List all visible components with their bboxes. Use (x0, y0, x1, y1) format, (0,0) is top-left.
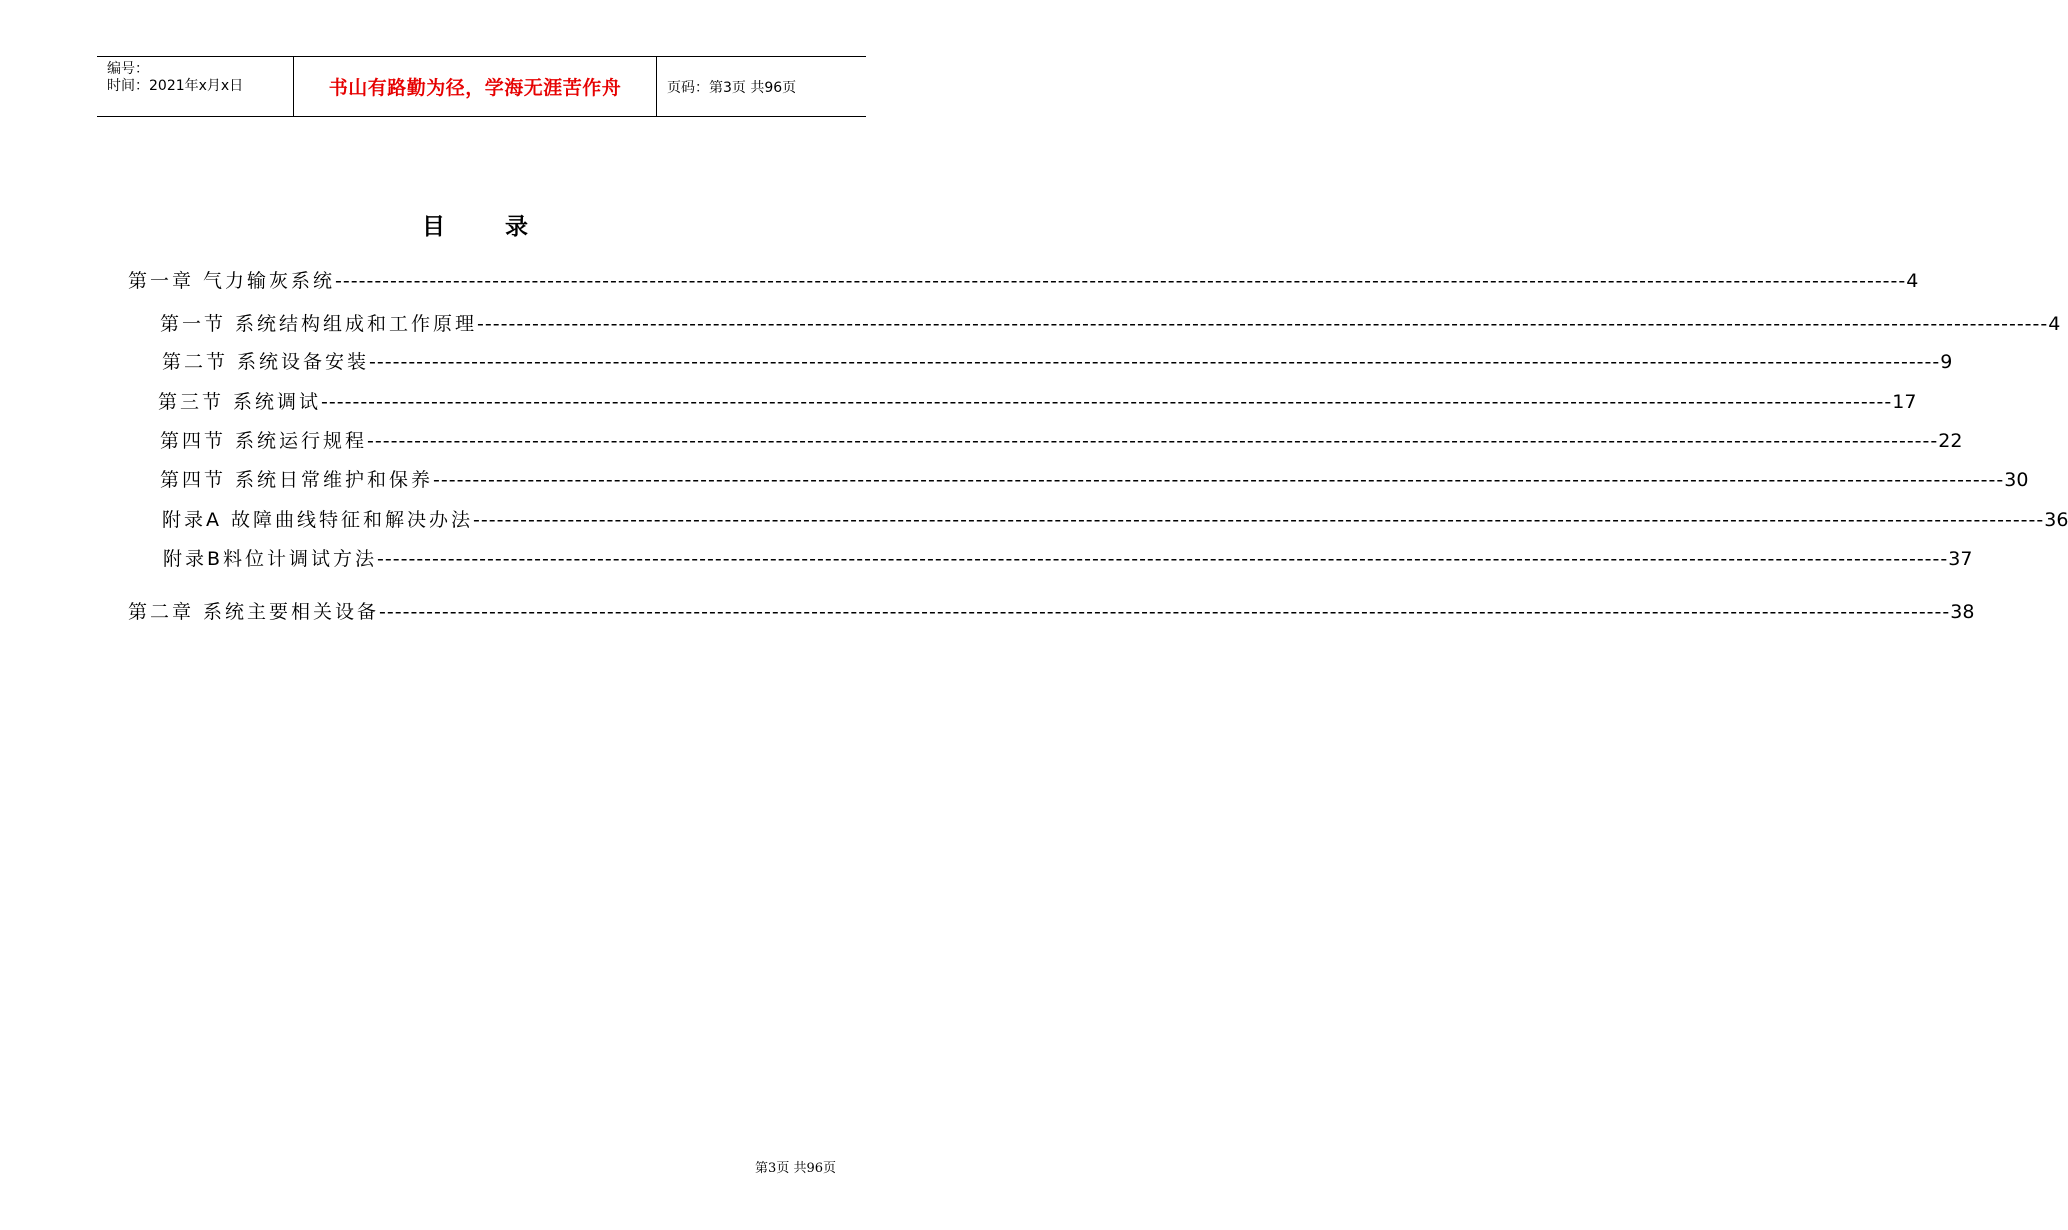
toc-leader: -------------------------------------------------------------------------------------------------------------------------------------------------------------------------------------------------------- (477, 313, 2049, 335)
toc-entry-page: 4 (2048, 313, 2061, 335)
toc-entry-label: 第二章 系统主要相关设备 (128, 601, 380, 623)
header-motto: 书山有路勤为径，学海无涯苦作舟 (328, 77, 622, 99)
toc-entry-label: 第一节 系统结构组成和工作原理 (160, 313, 478, 335)
toc-entry-page: 4 (1906, 270, 1919, 292)
toc-entry-label: 第三节 系统调试 (158, 391, 322, 413)
toc-entry-label: 附录B料位计调试方法 (163, 548, 378, 570)
toc-entry-page: 38 (1950, 601, 1975, 623)
toc-entry-page: 9 (1940, 351, 1953, 373)
header-page-info: 页码：第3页 共96页 (667, 79, 797, 96)
toc-entry-label: 第四节 系统日常维护和保养 (160, 469, 434, 491)
toc-entry-label: 附录A 故障曲线特征和解决办法 (162, 509, 474, 531)
toc-entry-appendix-b[interactable] (163, 544, 1973, 571)
document-number-label: 编号： (107, 61, 149, 77)
document-time-label: 时间：2021年x月x日 (107, 78, 244, 94)
toc-entry-section-5[interactable] (160, 465, 2029, 492)
toc-leader: -------------------------------------------------------------------------------------------------------------------------------------------------------------------------------------------------------- (321, 391, 1893, 413)
toc-title: 目 录 (421, 214, 554, 240)
toc-leader: -------------------------------------------------------------------------------------------------------------------------------------------------------------------------------------------------------- (369, 351, 1941, 373)
header-motto-cell (294, 57, 657, 116)
footer-page-info: 第3页 共96页 (755, 1161, 836, 1176)
header-page-cell (657, 57, 866, 116)
toc-leader: -------------------------------------------------------------------------------------------------------------------------------------------------------------------------------------------------------- (335, 270, 1907, 292)
toc-entry-appendix-a[interactable] (162, 505, 2068, 532)
toc-leader: -------------------------------------------------------------------------------------------------------------------------------------------------------------------------------------------------------- (377, 548, 1949, 570)
toc-entry-page: 36 (2044, 509, 2068, 531)
toc-entry-chapter-2[interactable] (128, 597, 1975, 624)
toc-entry-page: 37 (1948, 548, 1973, 570)
page-header (97, 56, 866, 117)
toc-entry-label: 第四节 系统运行规程 (160, 430, 368, 452)
toc-entry-section-1[interactable] (160, 309, 2061, 336)
toc-entry-label: 第二节 系统设备安装 (162, 351, 370, 373)
toc-leader: -------------------------------------------------------------------------------------------------------------------------------------------------------------------------------------------------------- (473, 509, 2045, 531)
header-left-cell (97, 57, 294, 116)
toc-entry-chapter-1[interactable] (128, 266, 1919, 293)
toc-entry-page: 22 (1938, 430, 1963, 452)
toc-entry-label: 第一章 气力输灰系统 (128, 270, 336, 292)
toc-leader: -------------------------------------------------------------------------------------------------------------------------------------------------------------------------------------------------------- (379, 601, 1951, 623)
toc-leader: -------------------------------------------------------------------------------------------------------------------------------------------------------------------------------------------------------- (367, 430, 1939, 452)
toc-entry-page: 30 (2004, 469, 2029, 491)
toc-entry-page: 17 (1892, 391, 1917, 413)
toc-entry-section-4[interactable] (160, 426, 1963, 453)
toc-entry-section-2[interactable] (162, 347, 1953, 374)
toc-entry-section-3[interactable] (158, 387, 1917, 414)
toc-leader: -------------------------------------------------------------------------------------------------------------------------------------------------------------------------------------------------------- (433, 469, 2005, 491)
